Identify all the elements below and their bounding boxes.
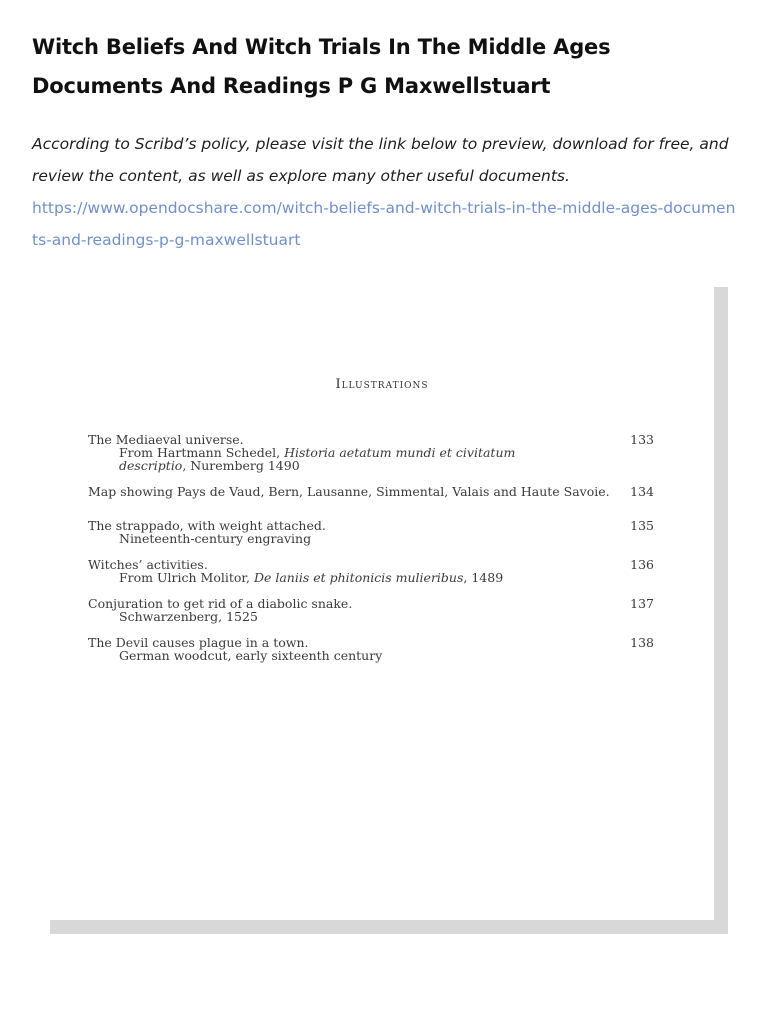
entry-title: The strappado, with weight attached. — [88, 518, 326, 533]
illustration-entry — [88, 433, 654, 472]
entry-title: Conjuration to get rid of a diabolic snake. — [88, 596, 353, 611]
entry-title: The Devil causes plague in a town. — [88, 635, 309, 650]
illustrations-heading: Illustrations — [335, 377, 429, 392]
download-link[interactable]: https://www.opendocshare.com/witch-beliefs-and-witch-trials-in-the-middle-ages-documents-and-readings-p-g-maxwellstuart — [32, 199, 736, 249]
document-header — [32, 28, 736, 256]
entry-title: The Mediaeval universe. — [88, 432, 244, 447]
document-preview — [50, 287, 728, 934]
entry-page-number: 136 — [630, 557, 654, 572]
illustration-entry — [88, 597, 654, 623]
page-title: Witch Beliefs And Witch Trials In The Middle Ages Documents And Readings P G Maxwellstuart — [32, 35, 611, 98]
preview-page — [50, 287, 714, 920]
entry-page-number: 133 — [630, 432, 654, 447]
entry-source: From Ulrich Molitor, De laniis et phitonicis mulieribus, 1489 — [119, 570, 504, 585]
entry-page-number: 138 — [630, 635, 654, 650]
illustration-entry — [88, 519, 654, 545]
entry-page-number: 134 — [630, 484, 654, 499]
illustration-entry — [88, 636, 654, 662]
entry-source: Nineteenth-century engraving — [119, 531, 312, 546]
entry-source: Schwarzenberg, 1525 — [119, 609, 258, 624]
entry-page-number: 137 — [630, 596, 654, 611]
entry-source: German woodcut, early sixteenth century — [119, 648, 383, 663]
policy-notice: According to Scribd’s policy, please visit the link below to preview, download for free, and review the content, as well as explore many other useful documents. — [32, 135, 729, 185]
illustration-entry — [88, 558, 654, 584]
entry-source: From Hartmann Schedel, Historia aetatum mundi et civitatum descriptio, Nuremberg 1490 — [119, 445, 516, 473]
illustration-entry — [88, 485, 654, 498]
entry-title: Witches’ activities. — [88, 557, 208, 572]
entry-page-number: 135 — [630, 518, 654, 533]
entry-title: Map showing Pays de Vaud, Bern, Lausanne, Simmental, Valais and Haute Savoie. — [88, 484, 610, 499]
